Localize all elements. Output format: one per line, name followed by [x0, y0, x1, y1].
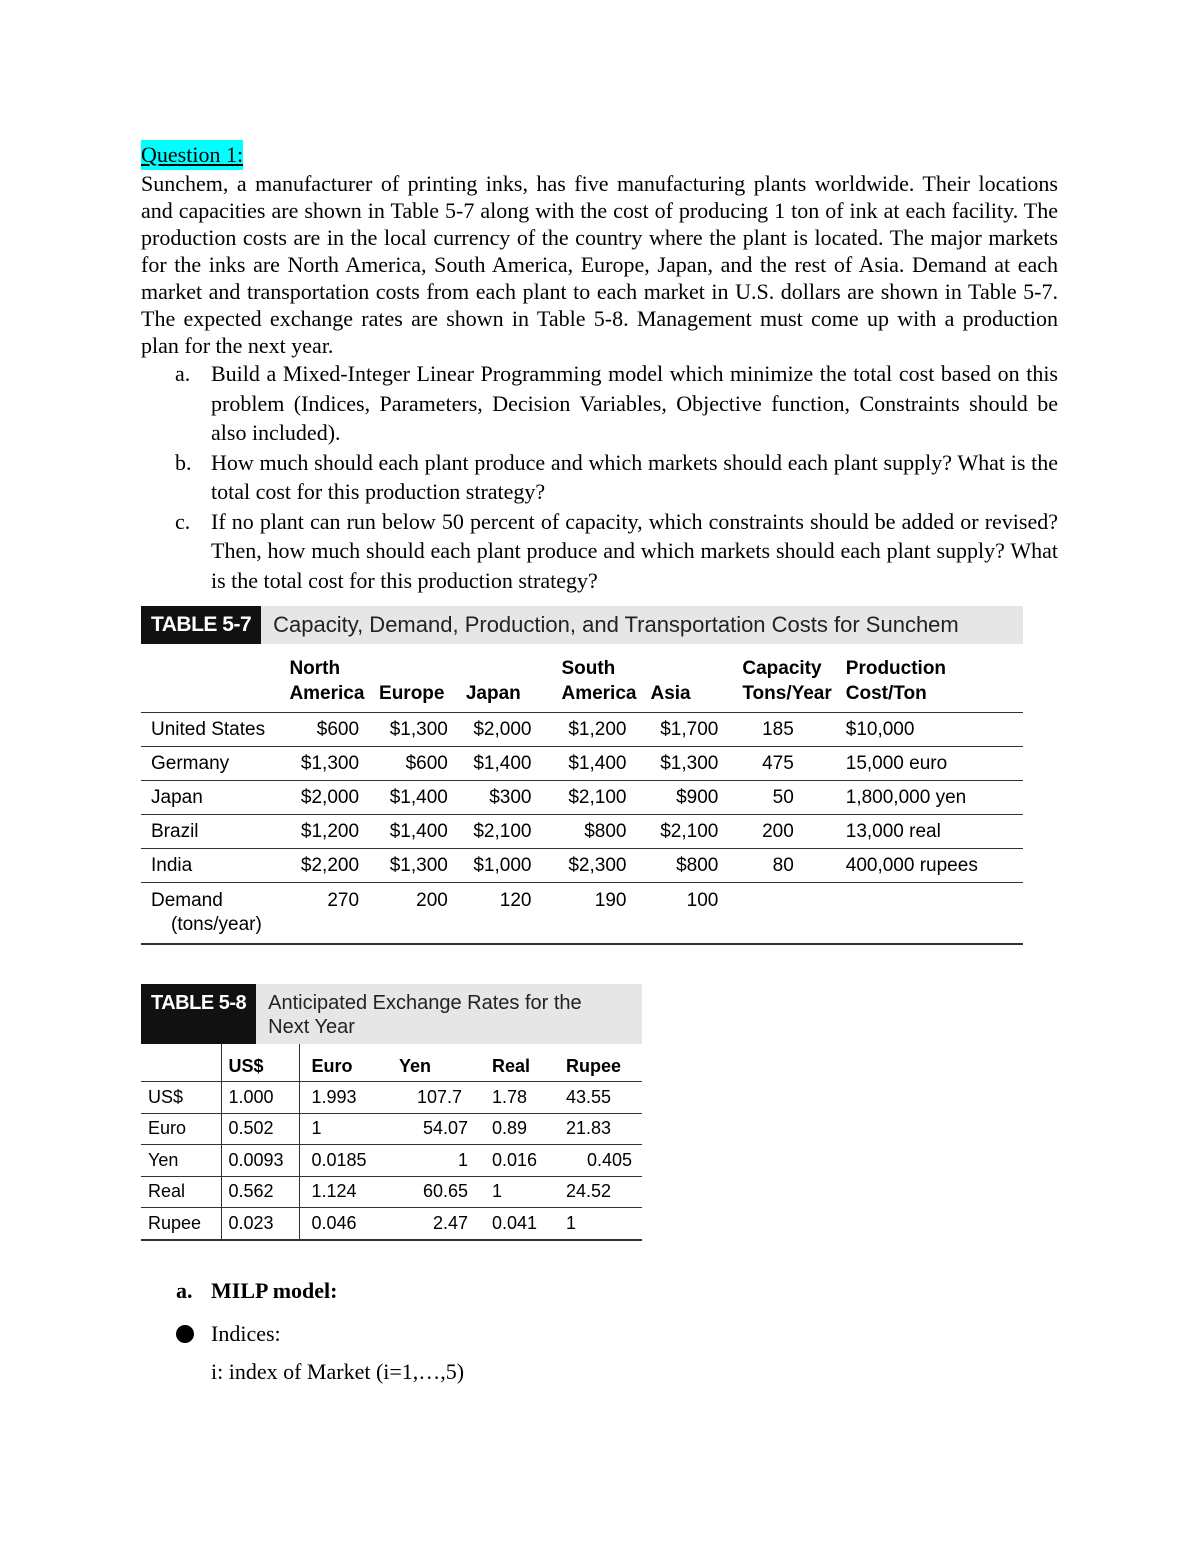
- table-5-7-caption: Capacity, Demand, Production, and Transportation Costs for Sunchem: [273, 612, 959, 637]
- table-5-7-header: [141, 606, 1023, 644]
- table-5-8-tag: TABLE 5-8: [141, 984, 256, 1044]
- table-row: Yen 0.0093 0.0185 1 0.016 0.405: [141, 1145, 642, 1177]
- question-section: [141, 140, 1058, 595]
- question-part-b: b. How much should each plant produce and which markets should each plant supply? What is the total cost for this production strategy?: [175, 449, 1058, 504]
- bullet-dot-icon: [176, 1325, 194, 1343]
- table-row: Brazil $1,200 $1,400 $2,100 $800 $2,100 200 13,000 real: [141, 815, 1023, 849]
- table-row: Real 0.562 1.124 60.65 1 24.52: [141, 1176, 642, 1208]
- table-5-7-tag: TABLE 5-7: [141, 606, 261, 644]
- table-row: Rupee 0.023 0.046 2.47 0.041 1: [141, 1208, 642, 1240]
- table-5-8-grid: [141, 1044, 642, 1241]
- table-row: Japan $2,000 $1,400 $300 $2,100 $900 50 1,800,000 yen: [141, 781, 1023, 815]
- table-5-7-grid: [141, 644, 1023, 945]
- question-parts: [141, 359, 1058, 595]
- question-intro: Sunchem, a manufacturer of printing inks, has five manufacturing plants worldwide. Their locations and capacities are shown in Table 5-7 along with the cost of producing 1 ton of ink at each facility. The production costs are in the local currency of the country where the plant is located. The major markets for the inks are North America, South America, Europe, Japan, and the rest of Asia. Demand at each market and transportation costs from each plant to each market in U.S. dollars are shown in Table 5-7. The expected exchange rates are shown in Table 5-8. Management must come up with a production plan for the next year.: [141, 171, 1058, 358]
- table-5-8-head-row: US$ Euro Yen Real Rupee: [141, 1044, 642, 1082]
- table-row: Germany $1,300 $600 $1,400 $1,400 $1,300 475 15,000 euro: [141, 747, 1023, 781]
- index-definition: i: index of Market (i=1,…,5): [211, 1359, 465, 1384]
- table-row: Euro 0.502 1 54.07 0.89 21.83: [141, 1113, 642, 1145]
- table-row: United States $600 $1,300 $2,000 $1,200 $1,700 185 $10,000: [141, 713, 1023, 747]
- table-row: India $2,200 $1,300 $1,000 $2,300 $800 80 400,000 rupees: [141, 849, 1023, 883]
- table-row: US$ 1.000 1.993 107.7 1.78 43.55: [141, 1082, 642, 1114]
- table-5-8-caption: Anticipated Exchange Rates for the Next Year: [268, 992, 582, 1038]
- question-title: Question 1:: [141, 140, 243, 170]
- table-5-7-head-row: North America Europe Japan South America Asia Capacity Tons/Year Production Cost/Ton: [141, 644, 1023, 713]
- question-part-c: c. If no plant can run below 50 percent of capacity, which constraints should be added or revised? Then, how much should each plant produce and which markets should each plant supply? What is the total cost for this production strategy?: [175, 508, 1058, 593]
- table-row-demand: Demand (tons/year) 270 200 120 190 100: [141, 883, 1023, 945]
- table-5-8: [141, 984, 642, 1241]
- answer-heading: a. MILP model:: [176, 1278, 338, 1303]
- table-5-7: [141, 606, 1023, 945]
- indices-bullet: Indices:: [176, 1321, 281, 1347]
- question-part-a: a. Build a Mixed-Integer Linear Programming model which minimize the total cost based on this problem (Indices, Parameters, Decision Variables, Objective function, Constraints should be also included).: [175, 361, 1058, 445]
- table-5-8-header: [141, 984, 642, 1044]
